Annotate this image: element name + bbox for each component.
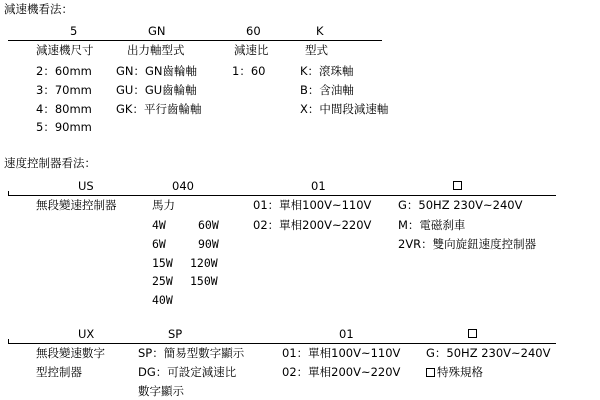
s1-ratio-item: 1：60 — [232, 64, 266, 78]
s2-power-left: 6W — [152, 237, 166, 251]
s3-code-model: UX — [78, 327, 95, 341]
s1-header-type: 型式 — [305, 43, 328, 57]
s1-code-shaft: GN — [148, 24, 166, 38]
s2-power-right: 120W — [190, 256, 218, 270]
s3-divider — [8, 343, 556, 344]
s3-voltage-item: 02：單相200V~220V — [282, 365, 401, 379]
s3-header-line: 型控制器 — [36, 365, 82, 379]
s3-voltage-item: 01：單相100V~110V — [282, 346, 401, 360]
s2-header: 無段變速控制器 — [36, 198, 117, 212]
s1-header-ratio: 減速比 — [234, 43, 269, 57]
section1-title: 減速機看法： — [4, 2, 73, 16]
s1-shaft-item: GN：GN齒輪軸 — [116, 64, 198, 78]
s1-size-item: 3：70mm — [36, 83, 92, 97]
s1-shaft-item: GU：GU齒輪軸 — [116, 83, 197, 97]
s1-type-item: X：中間段減速軸 — [300, 102, 389, 116]
s1-type-item: B：含油軸 — [300, 83, 354, 97]
s3-option-special-label: 特殊規格 — [437, 365, 483, 379]
s1-header-size: 減速機尺寸 — [36, 43, 94, 57]
s2-code-model: US — [78, 179, 94, 193]
s1-code-type: K — [316, 24, 324, 38]
s2-code-power: 040 — [172, 179, 194, 193]
s1-size-item: 4：80mm — [36, 102, 92, 116]
s2-voltage-item: 02：單相200V~220V — [253, 218, 372, 232]
s3-option-box-icon — [468, 329, 477, 338]
s3-type-item: 數字顯示 — [138, 384, 184, 398]
s1-divider — [8, 40, 382, 41]
s3-option-special — [426, 367, 483, 379]
s2-option-item: G：50HZ 230V~240V — [398, 198, 523, 212]
s1-header-shaft: 出力軸型式 — [127, 43, 185, 57]
s1-code-ratio: 60 — [246, 24, 261, 38]
s1-size-item: 5：90mm — [36, 120, 92, 134]
s2-power-left: 25W — [152, 274, 173, 288]
s1-type-item: K：滾珠軸 — [300, 64, 354, 78]
s1-shaft-item: GK：平行齒輪軸 — [116, 102, 202, 116]
s2-code-voltage: 01 — [311, 179, 326, 193]
s2-power-right: 60W — [198, 218, 219, 232]
s2-voltage-item: 01：單相100V~110V — [253, 198, 372, 212]
checkbox-icon — [426, 368, 435, 377]
s2-divider — [8, 195, 556, 196]
s2-power-left: 40W — [152, 293, 173, 307]
s3-type-item: SP：簡易型數字顯示 — [138, 346, 245, 360]
s2-tick — [8, 191, 9, 195]
s3-tick — [8, 339, 9, 343]
s3-option-item: G：50HZ 230V~240V — [426, 346, 551, 360]
s2-option-box-icon — [453, 181, 462, 190]
s2-power-right: 90W — [198, 237, 219, 251]
s3-code-type: SP — [168, 327, 183, 341]
s2-power-left: 4W — [152, 218, 166, 232]
s1-size-item: 2：60mm — [36, 64, 92, 78]
s2-power-left: 15W — [152, 256, 173, 270]
section2-title: 速度控制器看法： — [4, 156, 96, 170]
s1-code-size: 5 — [70, 24, 78, 38]
s3-header-line: 無段變速數字 — [36, 346, 105, 360]
s2-power-label: 馬力 — [152, 198, 175, 212]
s3-code-voltage: 01 — [339, 327, 354, 341]
s2-option-item: M：電磁刹車 — [398, 218, 466, 232]
s3-type-item: DG：可設定減速比 — [138, 365, 237, 379]
s2-option-item: 2VR：雙向旋鈕速度控制器 — [398, 237, 537, 251]
s2-power-right: 150W — [190, 274, 218, 288]
